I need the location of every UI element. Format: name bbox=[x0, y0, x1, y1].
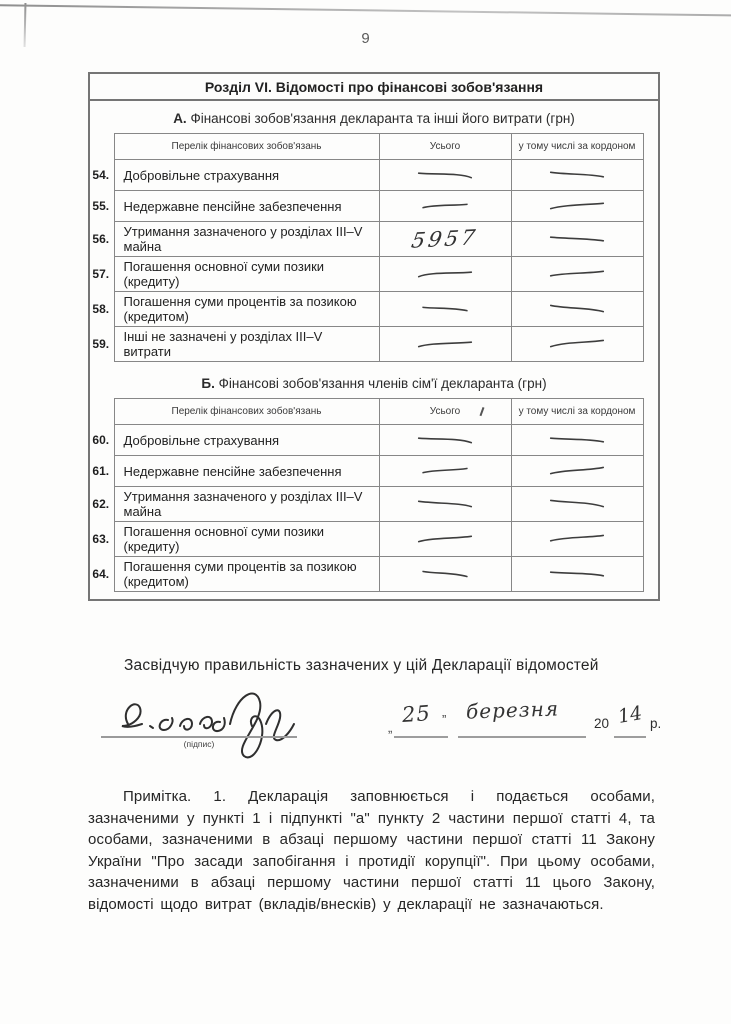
abroad-cell bbox=[511, 557, 643, 592]
row-number: 55. bbox=[92, 199, 110, 213]
abroad-cell bbox=[511, 191, 643, 222]
date-year-handwritten: 14 bbox=[616, 702, 644, 728]
part-b-heading-text: Фінансові зобов'язання членів сім'ї декларанта (грн) bbox=[218, 376, 547, 391]
row-number: 56. bbox=[92, 232, 110, 246]
abroad-cell bbox=[511, 487, 643, 522]
date-era: р. bbox=[650, 716, 662, 731]
total-cell bbox=[379, 487, 511, 522]
date-open-quote: „ bbox=[388, 720, 393, 735]
table-row bbox=[90, 487, 643, 522]
handwritten-dash-icon bbox=[548, 267, 606, 281]
column-header-total: Усього bbox=[379, 134, 511, 160]
total-cell bbox=[379, 425, 511, 456]
handwritten-dash-icon bbox=[548, 199, 606, 213]
total-cell bbox=[379, 557, 511, 592]
scan-edge-line bbox=[0, 4, 731, 17]
part-a-heading bbox=[94, 111, 654, 126]
handwritten-dash-icon bbox=[548, 567, 606, 581]
total-cell bbox=[379, 257, 511, 292]
date-month-line bbox=[458, 736, 586, 738]
column-header-list: Перелік фінансових зобов'язань bbox=[114, 134, 379, 160]
row-label: Недержавне пенсійне забезпечення bbox=[114, 456, 379, 487]
table-row bbox=[90, 456, 643, 487]
row-number: 63. bbox=[92, 532, 110, 546]
row-number: 58. bbox=[92, 302, 110, 316]
abroad-cell bbox=[511, 292, 643, 327]
row-number: 61. bbox=[92, 464, 110, 478]
row-number: 62. bbox=[92, 497, 110, 511]
stray-pen-mark bbox=[480, 407, 484, 416]
handwritten-dash-icon bbox=[416, 464, 474, 478]
date-year-line bbox=[614, 736, 646, 738]
date-close-quote: ” bbox=[442, 712, 447, 727]
column-header-abroad: у тому числі за кордоном bbox=[511, 134, 643, 160]
handwritten-dash-icon bbox=[548, 337, 606, 351]
row-label: Погашення суми процентів за позикою (кредитом) bbox=[114, 557, 379, 592]
abroad-cell bbox=[511, 222, 643, 257]
part-a-heading-text: Фінансові зобов'язання декларанта та інші його витрати (грн) bbox=[190, 111, 575, 126]
handwritten-dash-icon bbox=[416, 168, 474, 182]
abroad-cell bbox=[511, 257, 643, 292]
handwritten-dash-icon bbox=[416, 497, 474, 511]
signature-scrawl-icon bbox=[106, 676, 311, 764]
part-a-letter: А. bbox=[173, 111, 187, 126]
total-cell bbox=[379, 327, 511, 362]
row-number: 54. bbox=[92, 168, 110, 182]
table-header-row bbox=[90, 134, 643, 160]
row-label: Погашення суми процентів за позикою (кредитом) bbox=[114, 292, 379, 327]
row-label: Недержавне пенсійне забезпечення bbox=[114, 191, 379, 222]
handwritten-dash-icon bbox=[548, 497, 606, 511]
handwritten-dash-icon bbox=[416, 267, 474, 281]
handwritten-dash-icon bbox=[416, 532, 474, 546]
certification-statement: Засвідчую правильність зазначених у цій Декларації відомостей bbox=[124, 657, 599, 674]
page-number: 9 bbox=[361, 30, 370, 47]
part-b-letter: Б. bbox=[201, 376, 215, 391]
abroad-cell bbox=[511, 327, 643, 362]
date-day-line bbox=[394, 736, 448, 738]
table-row bbox=[90, 557, 643, 592]
handwritten-amount: 5957 bbox=[410, 225, 480, 253]
handwritten-dash-icon bbox=[416, 433, 474, 447]
table-row bbox=[90, 327, 643, 362]
handwritten-dash-icon bbox=[416, 199, 474, 213]
column-header-total: Усього bbox=[379, 399, 511, 425]
abroad-cell bbox=[511, 522, 643, 557]
header-spacer bbox=[90, 399, 114, 425]
table-financial-obligations-family bbox=[90, 398, 644, 592]
table-row bbox=[90, 425, 643, 456]
handwritten-dash-icon bbox=[416, 337, 474, 351]
table-row bbox=[90, 292, 643, 327]
signature-caption: (підпис) bbox=[183, 739, 215, 749]
table-row bbox=[90, 222, 643, 257]
handwritten-dash-icon bbox=[548, 302, 606, 316]
row-number: 64. bbox=[92, 567, 110, 581]
table-row bbox=[90, 191, 643, 222]
total-cell bbox=[379, 191, 511, 222]
handwritten-dash-icon bbox=[548, 433, 606, 447]
date-century: 20 bbox=[594, 716, 610, 731]
handwritten-dash-icon bbox=[548, 464, 606, 478]
date-month-handwritten: березня bbox=[465, 696, 560, 724]
signature-line bbox=[101, 736, 297, 738]
section-vi-box bbox=[88, 72, 660, 601]
row-label: Добровільне страхування bbox=[114, 425, 379, 456]
abroad-cell bbox=[511, 456, 643, 487]
header-spacer bbox=[90, 134, 114, 160]
handwritten-dash-icon bbox=[416, 567, 474, 581]
handwritten-dash-icon bbox=[548, 232, 606, 246]
total-cell bbox=[379, 160, 511, 191]
column-header-abroad: у тому числі за кордоном bbox=[511, 399, 643, 425]
table-header-row bbox=[90, 399, 643, 425]
part-b-heading bbox=[94, 376, 654, 391]
table-row bbox=[90, 160, 643, 191]
row-label: Погашення основної суми позики (кредиту) bbox=[114, 522, 379, 557]
table-row bbox=[90, 522, 643, 557]
row-label: Погашення основної суми позики (кредиту) bbox=[114, 257, 379, 292]
handwritten-dash-icon bbox=[548, 168, 606, 182]
total-cell bbox=[379, 222, 511, 257]
handwritten-dash-icon bbox=[548, 532, 606, 546]
row-label: Утримання зазначеного у розділах III–V майна bbox=[114, 487, 379, 522]
handwritten-dash-icon bbox=[416, 302, 474, 316]
abroad-cell bbox=[511, 160, 643, 191]
row-number: 60. bbox=[92, 433, 110, 447]
section-title: Розділ VI. Відомості про фінансові зобов'язання bbox=[90, 74, 658, 101]
date-day-handwritten: 25 bbox=[401, 701, 432, 727]
total-cell bbox=[379, 522, 511, 557]
column-header-list: Перелік фінансових зобов'язань bbox=[114, 399, 379, 425]
row-label: Добровільне страхування bbox=[114, 160, 379, 191]
row-number: 59. bbox=[92, 337, 110, 351]
note-paragraph: Примітка. 1. Декларація заповнюється і подається особами, зазначеними у пункті 1 і підпункті "а" пункту 2 частини першої статті 4, та особами, зазначеними в абзаці першому частини першої статті 11 Закону України "Про засади запобігання і протидії корупції". При цьому особами, зазначеними в абзаці першому частини першої статті 11 цього Закону, відомості щодо витрат (вкладів/внесків) у декларації не зазначаються. bbox=[88, 788, 655, 913]
total-cell bbox=[379, 292, 511, 327]
table-row bbox=[90, 257, 643, 292]
total-cell bbox=[379, 456, 511, 487]
date-block bbox=[388, 694, 688, 754]
row-label: Інші не зазначені у розділах III–V витрати bbox=[114, 327, 379, 362]
table-financial-obligations-declarant bbox=[90, 133, 644, 362]
row-number: 57. bbox=[92, 267, 110, 281]
row-label: Утримання зазначеного у розділах III–V майна bbox=[114, 222, 379, 257]
abroad-cell bbox=[511, 425, 643, 456]
